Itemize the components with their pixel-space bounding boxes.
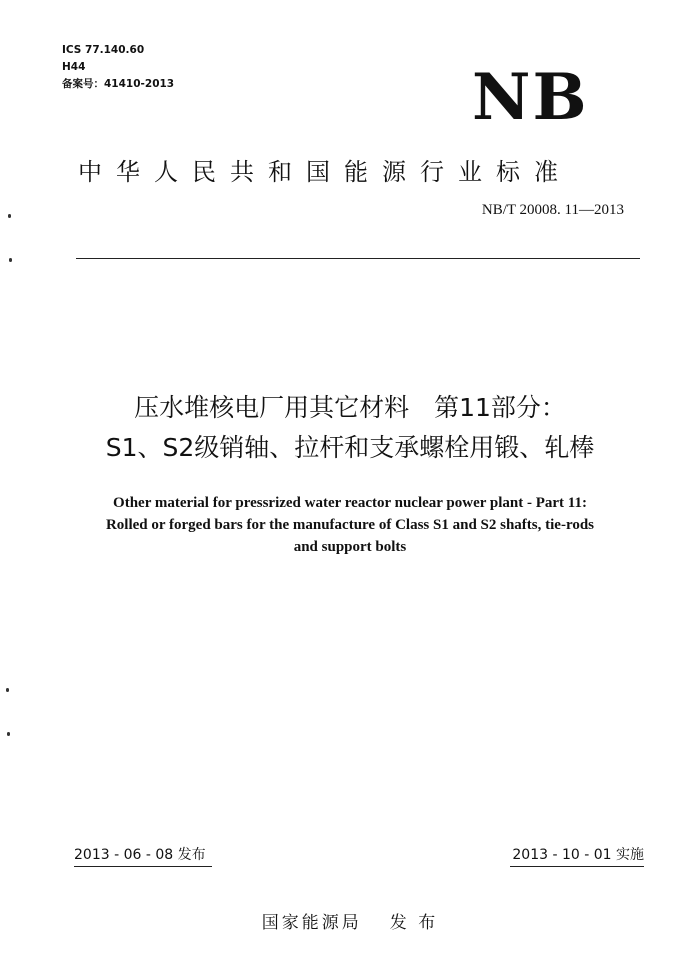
english-title-line-1: Other material for pressrized water reactor nuclear power plant - Part 11: bbox=[113, 495, 587, 511]
english-title-line-2: Rolled or forged bars for the manufacture of Class S1 and S2 shafts, tie-rods bbox=[105, 517, 595, 533]
ics-code: ICS 77.140.60 bbox=[62, 44, 145, 56]
nb-logo: NB bbox=[472, 60, 589, 135]
chinese-title bbox=[0, 388, 700, 468]
record-number: 备案号：41410-2013 bbox=[62, 78, 175, 90]
header-divider bbox=[76, 258, 640, 259]
implementation-date: 2013 - 10 - 01 实施 bbox=[510, 844, 644, 867]
classification-block bbox=[62, 42, 174, 93]
scan-speck bbox=[7, 732, 10, 736]
publishing-authority: 国家能源局 bbox=[261, 913, 362, 933]
scan-speck bbox=[9, 258, 12, 262]
chinese-title-line-2: S1、S2级销轴、拉杆和支承螺栓用锻、轧棒 bbox=[105, 433, 595, 462]
standard-number: NB/T 20008. 11—2013 bbox=[481, 202, 624, 218]
class-code: H44 bbox=[62, 61, 86, 73]
issue-date: 2013 - 06 - 08 发布 bbox=[74, 844, 212, 867]
publisher-line bbox=[0, 908, 700, 933]
chinese-title-line-1: 压水堆核电厂用其它材料 第11部分： bbox=[134, 393, 566, 422]
scan-speck bbox=[6, 688, 9, 692]
standard-category-title: 中华人民共和国能源行业标准 bbox=[78, 158, 572, 186]
english-title bbox=[0, 492, 700, 558]
english-title-line-3: and support bolts bbox=[293, 539, 407, 555]
publish-action: 发 布 bbox=[389, 913, 439, 933]
scan-speck bbox=[8, 214, 11, 218]
